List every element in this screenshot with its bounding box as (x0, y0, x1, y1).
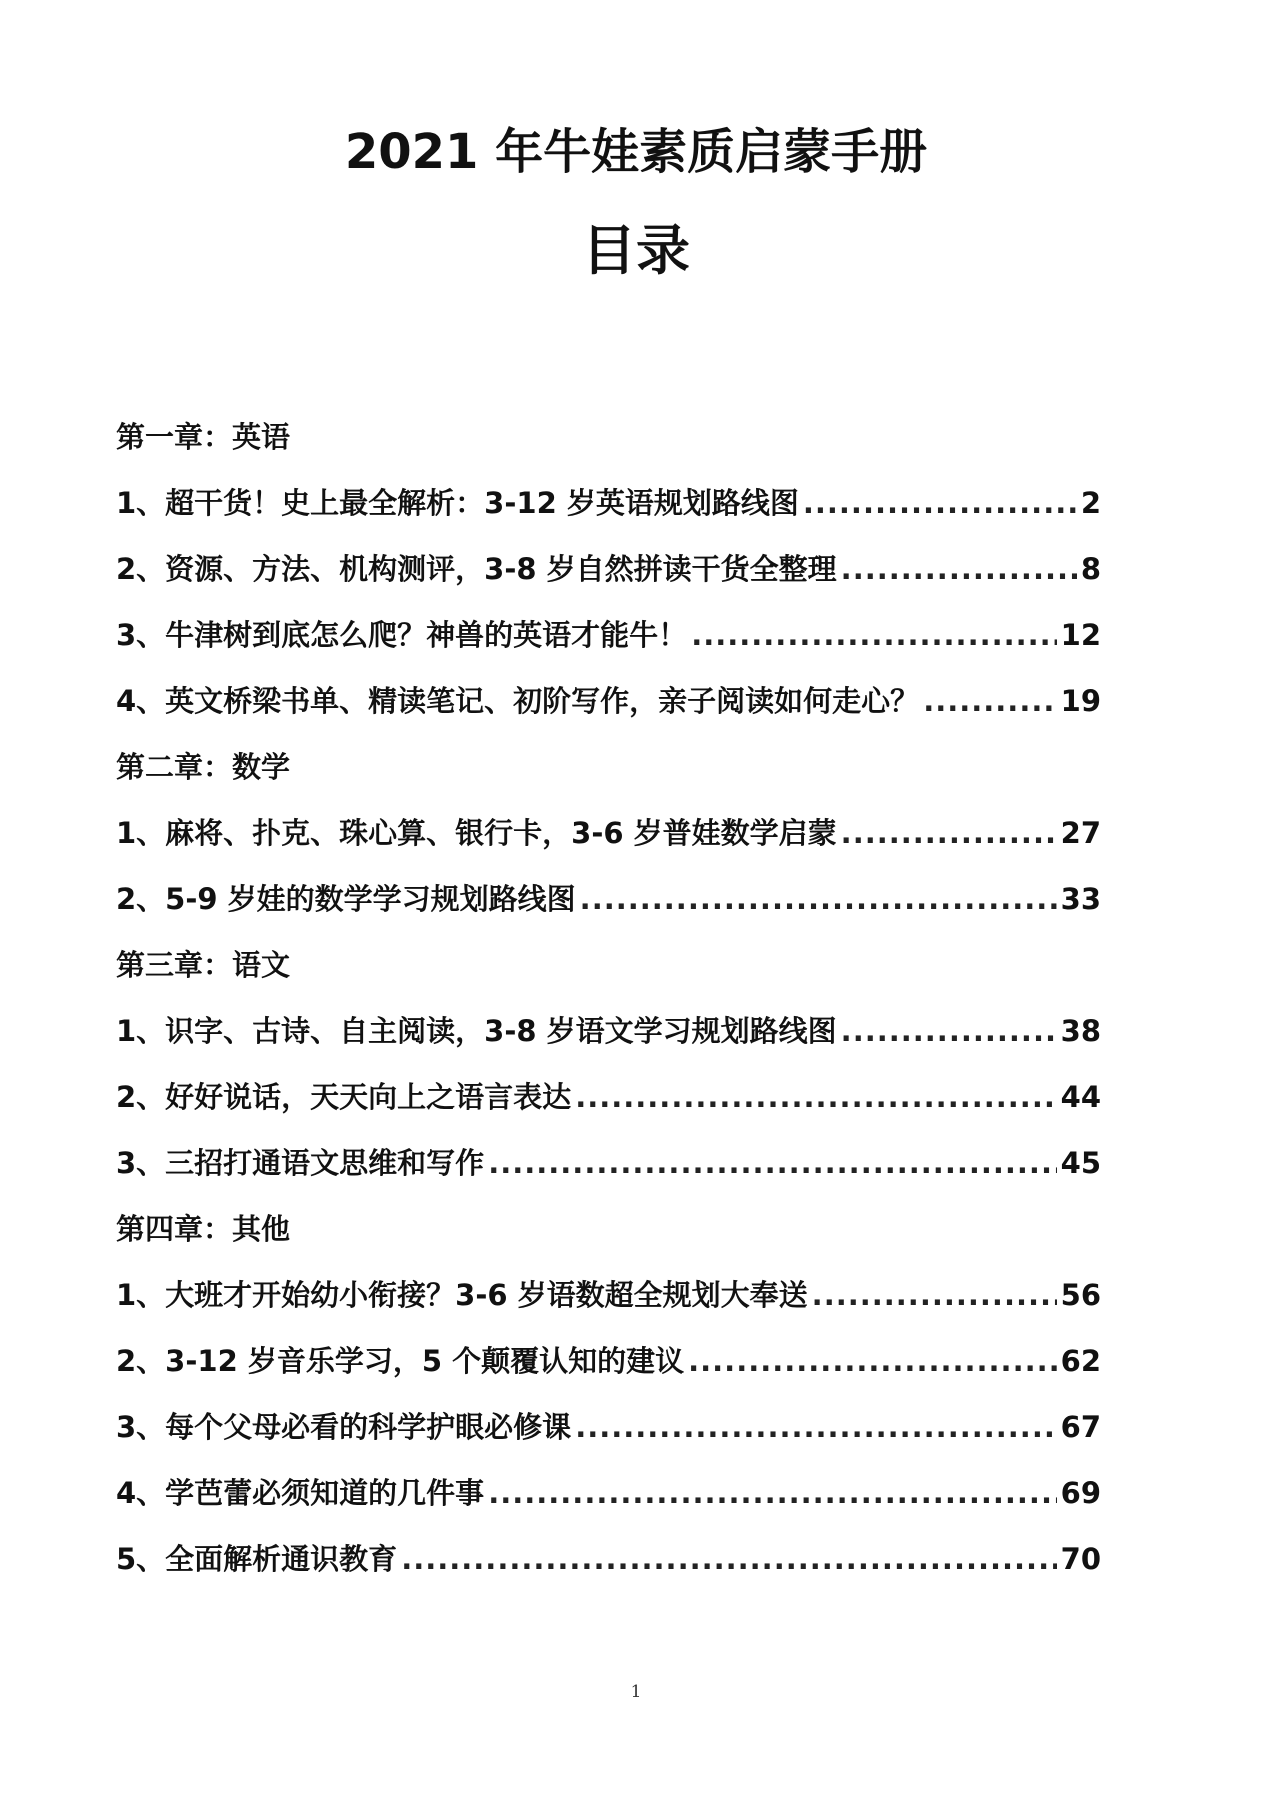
chapter-heading-chinese: 第三章：语文 (116, 948, 291, 982)
toc-leader-dots (923, 668, 1056, 734)
toc-entry-title: 2、5-9 岁娃的数学学习规划路线图 (116, 882, 576, 916)
toc-entry-page: 69 (1060, 1476, 1101, 1510)
toc-entry[interactable] (116, 998, 1101, 1064)
document-title: 2021 年牛娃素质启蒙手册 (344, 124, 928, 180)
toc-entry-title: 1、超干货！史上最全解析：3-12 岁英语规划路线图 (116, 486, 799, 520)
toc-entry-title: 2、好好说话，天天向上之语言表达 (116, 1080, 572, 1114)
toc-entry-page: 33 (1060, 882, 1101, 916)
toc-entry[interactable] (116, 470, 1101, 536)
toc-entry[interactable] (116, 602, 1101, 668)
toc-leader-dots (691, 602, 1056, 668)
toc-entry-title: 1、识字、古诗、自主阅读，3-8 岁语文学习规划路线图 (116, 1014, 837, 1048)
toc-leader-dots (488, 1130, 1056, 1196)
toc-entry-title: 4、英文桥梁书单、精读笔记、初阶写作，亲子阅读如何走心？ (116, 684, 920, 718)
toc-entry-page: 67 (1060, 1410, 1101, 1444)
toc-entry-page: 8 (1080, 552, 1101, 586)
chapter-heading-english: 第一章：英语 (116, 420, 291, 454)
toc-leader-dots (812, 1262, 1057, 1328)
toc-leader-dots (488, 1460, 1056, 1526)
toc-entry-title: 1、麻将、扑克、珠心算、银行卡，3-6 岁普娃数学启蒙 (116, 816, 837, 850)
toc-entry-page: 56 (1060, 1278, 1101, 1312)
toc-entry-page: 19 (1060, 684, 1101, 718)
toc-entry[interactable] (116, 1394, 1101, 1460)
toc-entry-page: 62 (1060, 1344, 1101, 1378)
toc-entry-page: 70 (1060, 1542, 1101, 1576)
toc-entry-title: 3、牛津树到底怎么爬？神兽的英语才能牛！ (116, 618, 688, 652)
toc-entry[interactable] (116, 1526, 1101, 1592)
toc-entry[interactable] (116, 1328, 1101, 1394)
toc-entry-title: 5、全面解析通识教育 (116, 1542, 398, 1576)
toc-entry-title: 3、每个父母必看的科学护眼必修课 (116, 1410, 572, 1444)
table-of-contents (116, 404, 1101, 1592)
toc-entry-page: 27 (1060, 816, 1101, 850)
toc-entry-page: 12 (1060, 618, 1101, 652)
toc-leader-dots (580, 866, 1057, 932)
toc-entry[interactable] (116, 1262, 1101, 1328)
footer-page-number: 1 (630, 1682, 642, 1702)
toc-entry-page: 44 (1060, 1080, 1101, 1114)
toc-entry-title: 2、资源、方法、机构测评，3-8 岁自然拼读干货全整理 (116, 552, 837, 586)
toc-entry-title: 3、三招打通语文思维和写作 (116, 1146, 485, 1180)
toc-entry[interactable] (116, 1064, 1101, 1130)
toc-entry-page: 2 (1080, 486, 1101, 520)
toc-leader-dots (841, 998, 1057, 1064)
toc-entry[interactable] (116, 536, 1101, 602)
toc-leader-dots (688, 1328, 1057, 1394)
toc-entry[interactable] (116, 800, 1101, 866)
chapter-heading-math: 第二章：数学 (116, 750, 291, 784)
toc-entry[interactable] (116, 1460, 1101, 1526)
toc-entry-page: 38 (1060, 1014, 1101, 1048)
toc-entry-title: 1、大班才开始幼小衔接？3-6 岁语数超全规划大奉送 (116, 1278, 808, 1312)
toc-leader-dots (575, 1394, 1056, 1460)
toc-leader-dots (803, 470, 1077, 536)
toc-leader-dots (575, 1064, 1056, 1130)
toc-entry[interactable] (116, 1130, 1101, 1196)
toc-leader-dots (841, 536, 1077, 602)
toc-entry[interactable] (116, 866, 1101, 932)
toc-entry-title: 4、学芭蕾必须知道的几件事 (116, 1476, 485, 1510)
toc-entry-page: 45 (1060, 1146, 1101, 1180)
toc-entry-title: 2、3-12 岁音乐学习，5 个颠覆认知的建议 (116, 1344, 685, 1378)
chapter-heading-other: 第四章：其他 (116, 1212, 291, 1246)
toc-entry[interactable] (116, 668, 1101, 734)
toc-leader-dots (841, 800, 1057, 866)
toc-leader-dots (401, 1526, 1056, 1592)
toc-heading: 目录 (582, 219, 690, 282)
